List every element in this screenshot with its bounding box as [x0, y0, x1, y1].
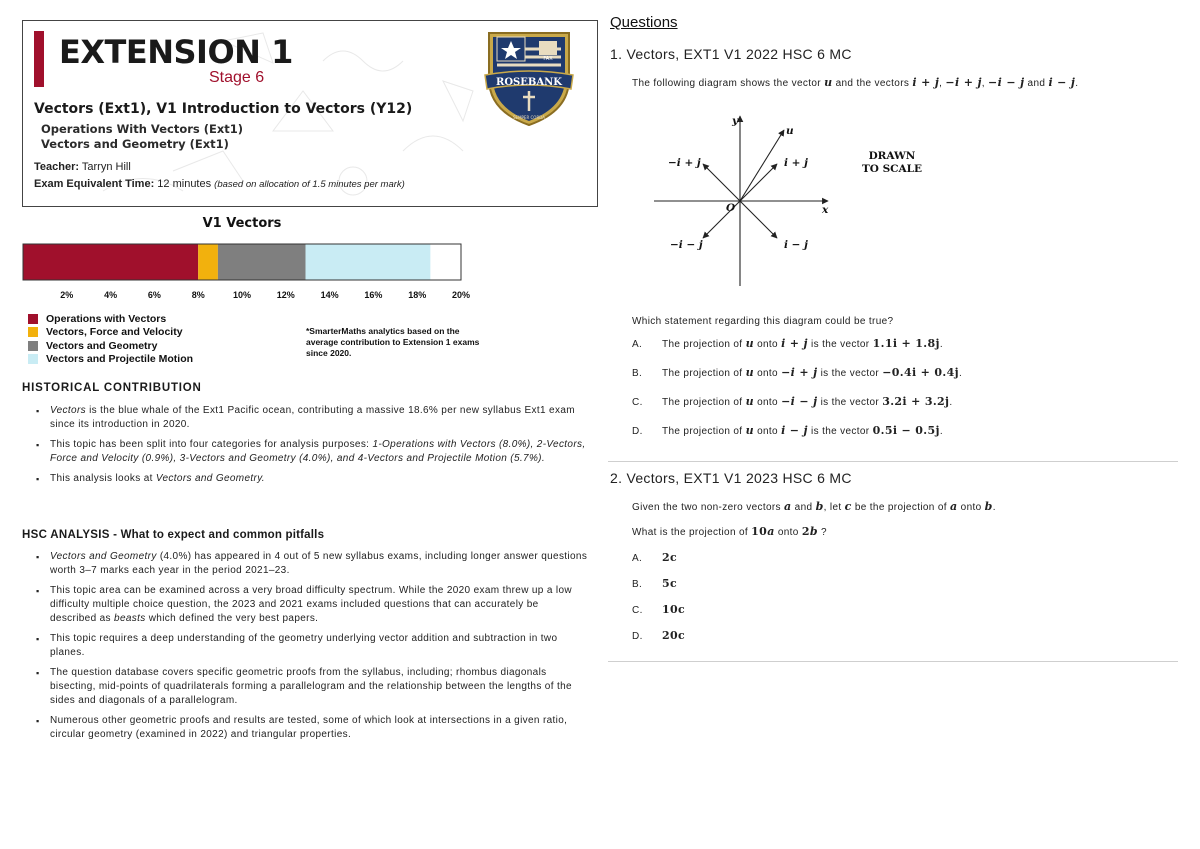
chart-tick-label: 12%	[276, 290, 295, 300]
question-2-option-c[interactable]: C. 10c	[632, 603, 686, 616]
hsc-bullet-3: ▪ This topic requires a deep understanding of the geometry underlying vector addition and subtraction in two planes.	[36, 632, 588, 660]
exam-time-label: Exam Equivalent Time:	[34, 178, 155, 190]
historical-contribution-heading: HISTORICAL CONTRIBUTION	[22, 382, 202, 394]
legend-item	[28, 339, 193, 353]
question-2-prompt: What is the projection of 10a onto 2b ?	[632, 525, 827, 538]
exam-time-value: 12 minutes	[157, 178, 212, 190]
questions-heading: Questions	[610, 14, 678, 31]
diagram-origin-label: O	[726, 202, 736, 214]
hsc-bullet-4: ▪ The question database covers specific geometric proofs from the syllabus, including; rhombus diagonals bisecting, mid-points of quadrilaterals forming a parallelogram and the relationship between the lengths of the sides and diagonals of a parallelogram.	[36, 666, 588, 708]
question-1-title: 1. Vectors, EXT1 V1 2022 HSC 6 MC	[610, 46, 852, 62]
diagram-y-label: y	[732, 115, 739, 127]
chart-title: V1 Vectors	[202, 216, 282, 231]
stage-label: Stage 6	[209, 69, 265, 86]
contribution-chart	[18, 240, 478, 308]
chart-bar-segment-3	[218, 244, 306, 280]
chart-tick-label: 6%	[147, 290, 161, 300]
legend-label: Vectors, Force and Velocity	[46, 326, 183, 339]
question-divider	[608, 461, 1178, 462]
hsc-bullet-5: ▪ Numerous other geometric proofs and results are tested, some of which look at intersections in a given ratio, circular geometry (examined in 2022) and triangular properties.	[36, 714, 588, 742]
teacher-line	[34, 161, 131, 173]
chart-tick-label: 14%	[320, 290, 339, 300]
legend-label: Vectors and Projectile Motion	[46, 353, 194, 366]
teacher-name: Tarryn Hill	[81, 161, 131, 173]
crest-motto: SEMPER CORDA	[513, 115, 545, 120]
vector-diagram	[640, 110, 840, 290]
diagram-sw-label: −i − j	[670, 239, 703, 251]
question-2-option-d[interactable]: D. 20c	[632, 629, 686, 642]
chart-tick-label: 4%	[104, 290, 118, 300]
page-title: EXTENSION 1	[59, 33, 293, 71]
teacher-label: Teacher:	[34, 161, 80, 173]
rosebank-crest-logo	[483, 29, 575, 127]
legend-swatch	[28, 354, 38, 364]
title-accent-bar	[34, 31, 44, 87]
analytics-note: *SmarterMaths analytics based on the average contribution to Extension 1 exams since 2020.	[306, 326, 480, 358]
legend-item	[28, 326, 193, 340]
historical-bullet-3: ▪ This analysis looks at Vectors and Geometry.	[36, 472, 588, 486]
hsc-bullets	[36, 550, 588, 748]
question-1-intro: The following diagram shows the vector u and the vectors i + j, −i + j, −i − j and i − j.	[632, 76, 1079, 89]
hsc-analysis-heading: HSC ANALYSIS - What to expect and common pitfalls	[22, 529, 325, 541]
exam-time-line	[34, 178, 405, 190]
diagram-nw-label: −i + j	[668, 157, 701, 169]
legend-swatch	[28, 327, 38, 337]
chart-tick-label: 20%	[451, 290, 471, 300]
chart-bar-segment-1	[23, 244, 198, 280]
chart-tick-label: 10%	[232, 290, 252, 300]
topic-title: Vectors (Ext1), V1 Introduction to Vectors (Y12)	[34, 101, 413, 117]
question-1-option-a[interactable]: A. The projection of u onto i + j is the vector 1.1i + 1.8j.	[632, 337, 943, 350]
chart-bar-segment-2	[198, 244, 218, 280]
question-2-option-a[interactable]: A. 2c	[632, 551, 678, 564]
question-1-prompt: Which statement regarding this diagram could be true?	[632, 316, 894, 327]
chart-tick-label: 18%	[408, 290, 427, 300]
diagram-x-label: x	[822, 204, 829, 216]
crest-banner-text: ROSEBANK	[496, 77, 562, 88]
historical-bullet-1: ▪ Vectors is the blue whale of the Ext1 Pacific ocean, contributing a massive 18.6% per new syllabus Ext1 exam since its introduction in 2020.	[36, 404, 588, 432]
crest-tag: FAX	[543, 56, 553, 62]
legend-swatch	[28, 314, 38, 324]
legend-item	[28, 312, 193, 326]
historical-bullet-2: ▪ This topic has been split into four categories for analysis purposes: 1-Operations with Vectors (8.0%), 2-Vectors, Force and Velocity (0.9%), 3-Vectors and Geometry (4.0%), and 4-Vectors and Projectile Motion (5.7%).	[36, 438, 588, 466]
legend-label: Operations with Vectors	[46, 312, 167, 325]
chart-bar-segment-4	[306, 244, 431, 280]
question-divider	[608, 661, 1178, 662]
legend-swatch	[28, 341, 38, 351]
historical-bullets	[36, 404, 588, 492]
question-2-given: Given the two non-zero vectors a and b, let c be the projection of a onto b.	[632, 500, 996, 513]
subtopic-operations: Operations With Vectors (Ext1)	[41, 122, 244, 136]
chart-tick-label: 2%	[60, 290, 74, 300]
chart-legend	[28, 312, 193, 366]
question-1-option-c[interactable]: C. The projection of u onto −i − j is the vector 3.2i + 3.2j.	[632, 395, 953, 408]
chart-tick-label: 16%	[364, 290, 383, 300]
diagram-u-label: u	[786, 125, 794, 137]
chart-tick-label: 8%	[191, 290, 205, 300]
hsc-bullet-1: ▪ Vectors and Geometry (4.0%) has appeared in 4 out of 5 new syllabus exams, including longer answer questions worth 3–7 marks each year in the period 2021–23.	[36, 550, 588, 578]
header-card	[22, 20, 598, 207]
question-1-option-b[interactable]: B. The projection of u onto −i + j is the vector −0.4i + 0.4j.	[632, 366, 963, 379]
question-1-option-d[interactable]: D. The projection of u onto i − j is the vector 0.5i − 0.5j.	[632, 424, 943, 437]
drawn-to-scale-label: DRAWN TO SCALE	[861, 150, 923, 175]
legend-label: Vectors and Geometry	[46, 339, 158, 352]
hsc-bullet-2: ▪ This topic area can be examined across a very broad difficulty spectrum. While the 2020 exam threw up a low difficulty multiple choice question, the 2023 and 2021 exams included questions that can accurately be described as beasts which defined the very best papers.	[36, 584, 588, 626]
legend-item	[28, 353, 193, 367]
subtopic-geometry: Vectors and Geometry (Ext1)	[41, 137, 229, 151]
question-2-title: 2. Vectors, EXT1 V1 2023 HSC 6 MC	[610, 470, 852, 486]
exam-time-note: (based on allocation of 1.5 minutes per mark)	[214, 179, 405, 190]
diagram-ne-label: i + j	[784, 157, 808, 169]
diagram-se-label: i − j	[784, 239, 808, 251]
question-2-option-b[interactable]: B. 5c	[632, 577, 678, 590]
